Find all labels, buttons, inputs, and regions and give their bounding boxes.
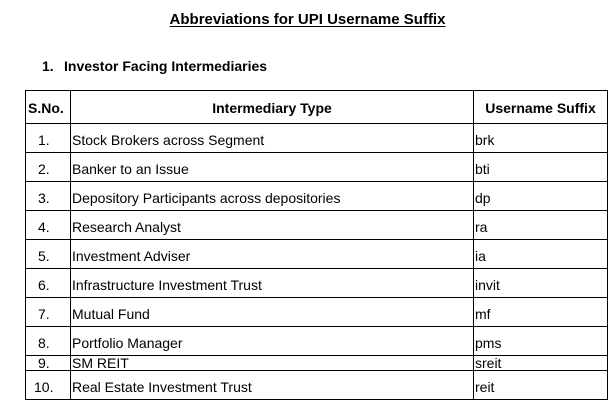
row-username-suffix: reit <box>474 371 608 400</box>
table-header-row <box>26 91 608 124</box>
document-title: Abbreviations for UPI Username Suffix <box>169 11 446 28</box>
row-sno: 5. <box>26 240 71 269</box>
row-sno: 4. <box>26 211 71 240</box>
header-sno: S.No. <box>26 91 71 124</box>
header-intermediary-type: Intermediary Type <box>71 91 474 124</box>
row-username-suffix: sreit <box>474 356 608 371</box>
row-sno: 1. <box>26 124 71 153</box>
row-intermediary-type: Stock Brokers across Segment <box>71 124 474 153</box>
table-row <box>26 124 608 153</box>
row-sno: 8. <box>26 327 71 356</box>
row-intermediary-type: Infrastructure Investment Trust <box>71 269 474 298</box>
row-username-suffix: ra <box>474 211 608 240</box>
row-username-suffix: brk <box>474 124 608 153</box>
table-row <box>26 356 608 371</box>
table-row <box>26 327 608 356</box>
row-intermediary-type: Research Analyst <box>71 211 474 240</box>
row-username-suffix: mf <box>474 298 608 327</box>
row-intermediary-type: Mutual Fund <box>71 298 474 327</box>
table-row <box>26 371 608 400</box>
table-row <box>26 211 608 240</box>
row-sno: 7. <box>26 298 71 327</box>
row-username-suffix: invit <box>474 269 608 298</box>
row-sno: 2. <box>26 153 71 182</box>
header-username-suffix: Username Suffix <box>474 91 608 124</box>
row-username-suffix: bti <box>474 153 608 182</box>
row-username-suffix: ia <box>474 240 608 269</box>
table-row <box>26 269 608 298</box>
section-number: 1. <box>42 58 54 74</box>
row-username-suffix: dp <box>474 182 608 211</box>
row-sno: 3. <box>26 182 71 211</box>
section-heading <box>42 58 267 74</box>
row-intermediary-type: Investment Adviser <box>71 240 474 269</box>
section-heading-text: Investor Facing Intermediaries <box>64 58 268 74</box>
row-intermediary-type: SM REIT <box>71 356 474 371</box>
row-sno: 6. <box>26 269 71 298</box>
table-row <box>26 298 608 327</box>
row-sno: 10. <box>26 371 71 400</box>
row-username-suffix: pms <box>474 327 608 356</box>
row-intermediary-type: Portfolio Manager <box>71 327 474 356</box>
row-intermediary-type: Banker to an Issue <box>71 153 474 182</box>
row-sno: 9. <box>26 356 71 371</box>
row-intermediary-type: Depository Participants across depositories <box>71 182 474 211</box>
table-row <box>26 153 608 182</box>
table-row <box>26 182 608 211</box>
table-row <box>26 240 608 269</box>
abbreviations-table <box>25 90 608 400</box>
row-intermediary-type: Real Estate Investment Trust <box>71 371 474 400</box>
